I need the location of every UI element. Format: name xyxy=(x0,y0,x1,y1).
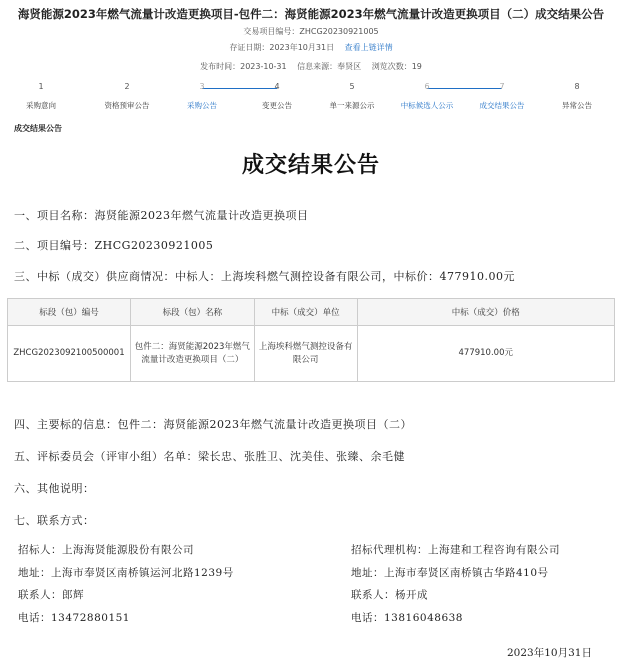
archive-date: 存证日期：2023年10月31日 xyxy=(229,43,335,52)
page-title: 海贤能源2023年燃气流量计改造更换项目-包件二：海贤能源2023年燃气流量计改造更换项目（二）成交结果公告 xyxy=(17,7,605,21)
view-count: 浏览次数：19 xyxy=(371,62,422,71)
result-table xyxy=(7,298,615,382)
tenderer-contact: 联系人：郎辉 xyxy=(18,589,84,601)
info-source: 信息来源：奉贤区 xyxy=(297,62,362,71)
agency-phone: 电话：13816048638 xyxy=(351,612,463,624)
agency-contact: 联系人：杨开成 xyxy=(351,589,428,601)
chain-detail-link[interactable]: 查看上链详情 xyxy=(344,43,393,52)
step-item[interactable]: 4 变更公告 xyxy=(262,82,292,110)
column-header: 标段（包）名称 xyxy=(130,299,254,326)
step-item[interactable]: 3 采购公告 xyxy=(187,82,217,110)
step-item[interactable]: 5 单一来源公示 xyxy=(329,82,375,110)
tenderer-address: 地址：上海市奉贤区南桥镇运河北路1239号 xyxy=(18,567,234,579)
committee-list: 五、评标委员会（评审小组）名单：梁长忠、张胜卫、沈美佳、张臻、余毛健 xyxy=(14,450,405,463)
publish-time: 发布时间：2023-10-31 xyxy=(200,62,287,71)
project-number: 二、项目编号：ZHCG20230921005 xyxy=(14,239,214,252)
step-item[interactable]: 2 资格预审公告 xyxy=(104,82,150,110)
announcement-date: 2023年10月31日 xyxy=(507,647,592,659)
step-item[interactable]: 7 成交结果公告 xyxy=(479,82,525,110)
column-header: 中标（成交）单位 xyxy=(254,299,357,326)
winning-price: 477910.00元 xyxy=(357,326,615,382)
lot-name: 包件二：海贤能源2023年燃气流量计改造更换项目（二） xyxy=(130,326,254,382)
winning-supplier: 三、中标（成交）供应商情况：中标人：上海埃科燃气测控设备有限公司，中标价：477910.00元 xyxy=(14,270,515,283)
step-item[interactable]: 8 异常公告 xyxy=(562,82,592,110)
table-header-row xyxy=(8,299,615,326)
table-row xyxy=(8,326,615,382)
agency-address: 地址：上海市奉贤区南桥镇古华路410号 xyxy=(351,567,549,579)
trade-number: 交易项目编号：ZHCG20230921005 xyxy=(243,27,379,36)
column-header: 中标（成交）价格 xyxy=(357,299,615,326)
announcement-title: 成交结果公告 xyxy=(241,153,380,178)
tenderer-phone: 电话：13472880151 xyxy=(18,612,130,624)
progress-steps xyxy=(0,82,622,118)
other-notes: 六、其他说明： xyxy=(14,482,95,495)
project-name: 一、项目名称：海贤能源2023年燃气流量计改造更换项目 xyxy=(14,209,309,222)
winning-unit: 上海埃科燃气测控设备有限公司 xyxy=(254,326,357,382)
section-label: 成交结果公告 xyxy=(14,124,62,133)
step-item[interactable]: 6 中标候选人公示 xyxy=(400,82,454,110)
archive-info xyxy=(0,42,622,53)
contact-heading: 七、联系方式： xyxy=(14,514,95,527)
lot-code: ZHCG2023092100500001 xyxy=(8,326,131,382)
column-header: 标段（包）编号 xyxy=(8,299,131,326)
tenderer-name: 招标人：上海海贤能源股份有限公司 xyxy=(18,544,194,556)
step-item[interactable]: 1 采购意向 xyxy=(26,82,56,110)
main-subject: 四、主要标的信息：包件二：海贤能源2023年燃气流量计改造更换项目（二） xyxy=(14,418,412,431)
agency-name: 招标代理机构：上海建和工程咨询有限公司 xyxy=(351,544,560,556)
publish-meta xyxy=(0,61,622,72)
